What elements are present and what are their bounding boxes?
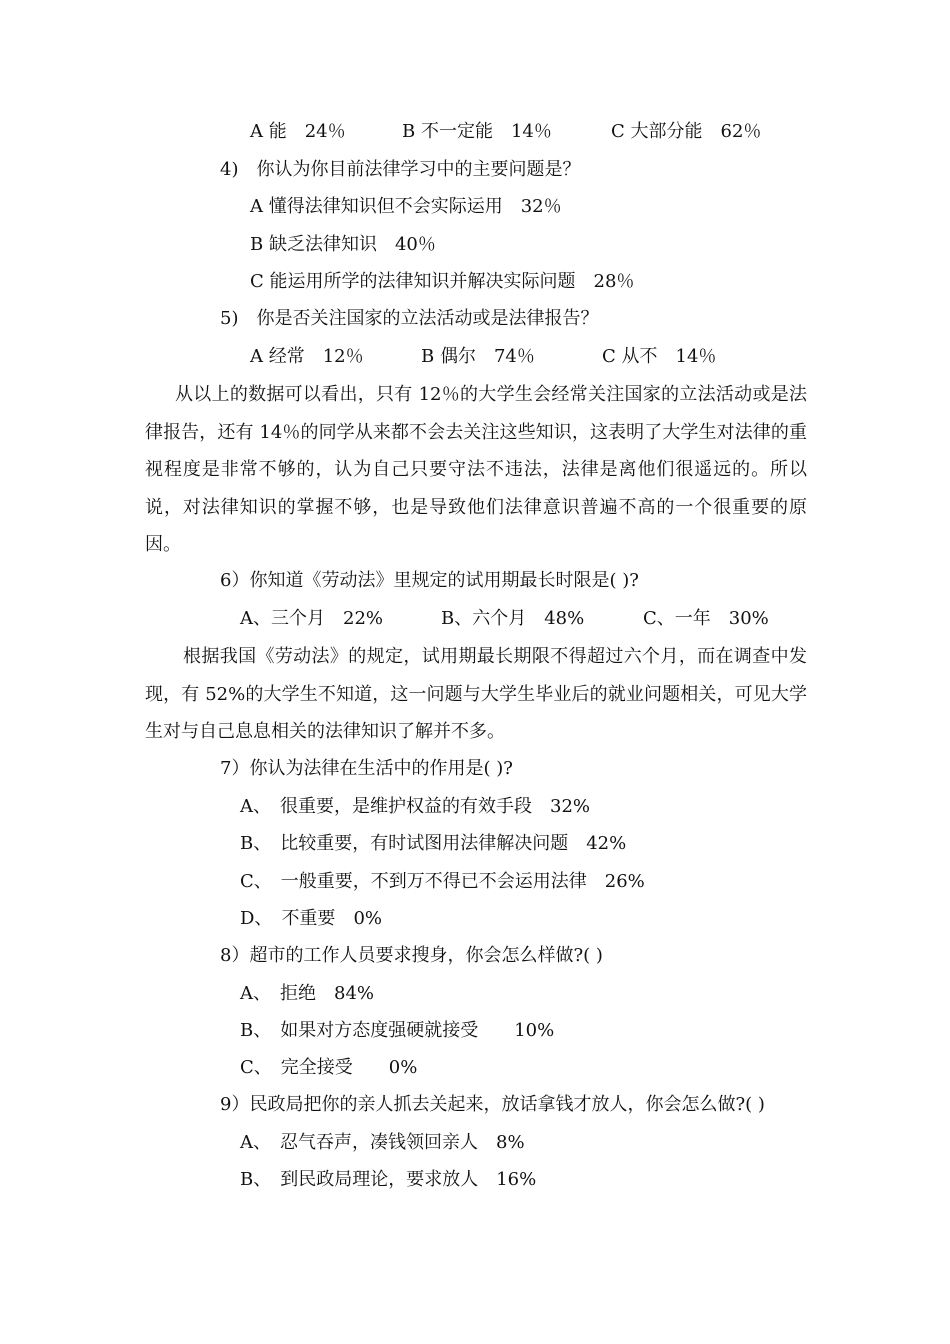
q4-question: [220, 159, 580, 181]
option-letter: A、: [240, 1132, 262, 1153]
option-letter: D、: [240, 908, 264, 929]
option-percent: 12％: [322, 346, 364, 367]
option-text: 如果对方态度强硬就接受: [280, 1020, 479, 1041]
q5-option-c: [602, 346, 716, 368]
q7-question: 7）你认为法律在生活中的作用是( )?: [220, 758, 513, 779]
option-percent: 26%: [604, 871, 645, 892]
option-text: 比较重要，有时试图用法律解决问题: [280, 833, 569, 854]
q3-option-c: [611, 121, 761, 143]
option-label: B 偶尔: [421, 346, 476, 367]
option-percent: 22%: [343, 608, 384, 629]
option-percent: 0%: [388, 1057, 418, 1078]
option-text: 忍气吞声，凑钱领回亲人: [280, 1132, 478, 1153]
q7-option-c: [240, 871, 645, 893]
question-text: 你认为你目前法律学习中的主要问题是？: [256, 159, 581, 180]
q9-question: 9）民政局把你的亲人抓去关起来，放话拿钱才放人，你会怎么做?( ): [220, 1094, 765, 1115]
q4-option-c: C 能运用所学的法律知识并解决实际问题 28％: [250, 271, 635, 292]
option-percent: 8%: [496, 1132, 525, 1153]
analysis-paragraph-2: 根据我国《劳动法》的规定，试用期最长期限不得超过六个月，而在调查中发现，有 52%的大学生不知道，这一问题与大学生毕业后的就业问题相关，可见大学生对与自己息息相关的法律知识了解并不多。: [145, 646, 807, 742]
option-text: 一般重要，不到万不得已不会运用法律: [280, 871, 587, 892]
q4-option-b: B 缺乏法律知识 40％: [250, 234, 436, 255]
option-percent: 32%: [550, 796, 591, 817]
question-number: 5): [220, 308, 239, 329]
q5-question: [220, 308, 598, 330]
q5-option-a: [250, 346, 364, 368]
q7-option-a: [240, 796, 590, 818]
option-percent: 42%: [586, 833, 627, 854]
option-label: B、六个月: [441, 608, 527, 629]
option-text: 不重要: [281, 908, 336, 929]
option-label: C 大部分能: [611, 121, 703, 142]
option-label: B 不一定能: [402, 121, 493, 142]
q3-option-a: [250, 121, 346, 143]
option-letter: B、: [240, 1169, 263, 1190]
option-percent: 62％: [720, 121, 762, 142]
q5-option-b: [421, 346, 535, 368]
option-text: 拒绝: [280, 983, 316, 1004]
q9-option-b: [240, 1169, 536, 1191]
option-label: C、一年: [643, 608, 711, 629]
q9-option-a: [240, 1132, 525, 1154]
analysis-paragraph-1: 从以上的数据可以看出，只有 12％的大学生会经常关注国家的立法活动或是法律报告，还有 14％的同学从来都不会去关注这些知识，这表明了大学生对法律的重视程度是非常不够的，认为自己只要守法不违法，法律是离他们很遥远的。所以说，对法律知识的掌握不够，也是导致他们法律意识普遍不高的一个很重要的原因。: [145, 384, 807, 555]
question-text: 你是否关注国家的立法活动或是法律报告？: [256, 308, 599, 329]
option-label: C 从不: [602, 346, 658, 367]
q3-option-b: [402, 121, 552, 143]
option-percent: 24％: [304, 121, 346, 142]
option-letter: C、: [240, 1057, 263, 1078]
q7-option-d: [240, 908, 382, 930]
q8-option-a: [240, 983, 374, 1005]
option-letter: B、: [240, 1020, 263, 1041]
option-percent: 14％: [510, 121, 552, 142]
option-letter: A、: [240, 796, 262, 817]
option-letter: C、: [240, 871, 263, 892]
question-number: 4): [220, 159, 239, 180]
q6-option-c: [643, 608, 769, 630]
option-label: A 能: [250, 121, 287, 142]
option-percent: 14％: [675, 346, 717, 367]
option-letter: B、: [240, 833, 263, 854]
q6-question: 6）你知道《劳动法》里规定的试用期最长时限是( )?: [220, 570, 639, 591]
option-percent: 0%: [353, 908, 382, 929]
option-label: A、三个月: [240, 608, 325, 629]
option-text: 很重要，是维护权益的有效手段: [280, 796, 532, 817]
option-percent: 10%: [514, 1020, 555, 1041]
q8-question: 8）超市的工作人员要求搜身，你会怎么样做?( ): [220, 945, 603, 966]
q8-option-b: [240, 1020, 554, 1042]
option-percent: 16%: [496, 1169, 537, 1190]
q8-option-c: [240, 1057, 417, 1079]
option-letter: A、: [240, 983, 262, 1004]
option-percent: 30%: [728, 608, 769, 629]
option-percent: 84%: [334, 983, 375, 1004]
option-text: 完全接受: [280, 1057, 353, 1078]
option-percent: 48%: [544, 608, 585, 629]
q6-option-b: [441, 608, 584, 630]
q4-option-a: A 懂得法律知识但不会实际运用 32％: [250, 196, 562, 217]
q6-option-a: [240, 608, 383, 630]
q7-option-b: [240, 833, 626, 855]
option-label: A 经常: [250, 346, 305, 367]
option-percent: 74％: [493, 346, 535, 367]
option-text: 到民政局理论，要求放人: [280, 1169, 479, 1190]
